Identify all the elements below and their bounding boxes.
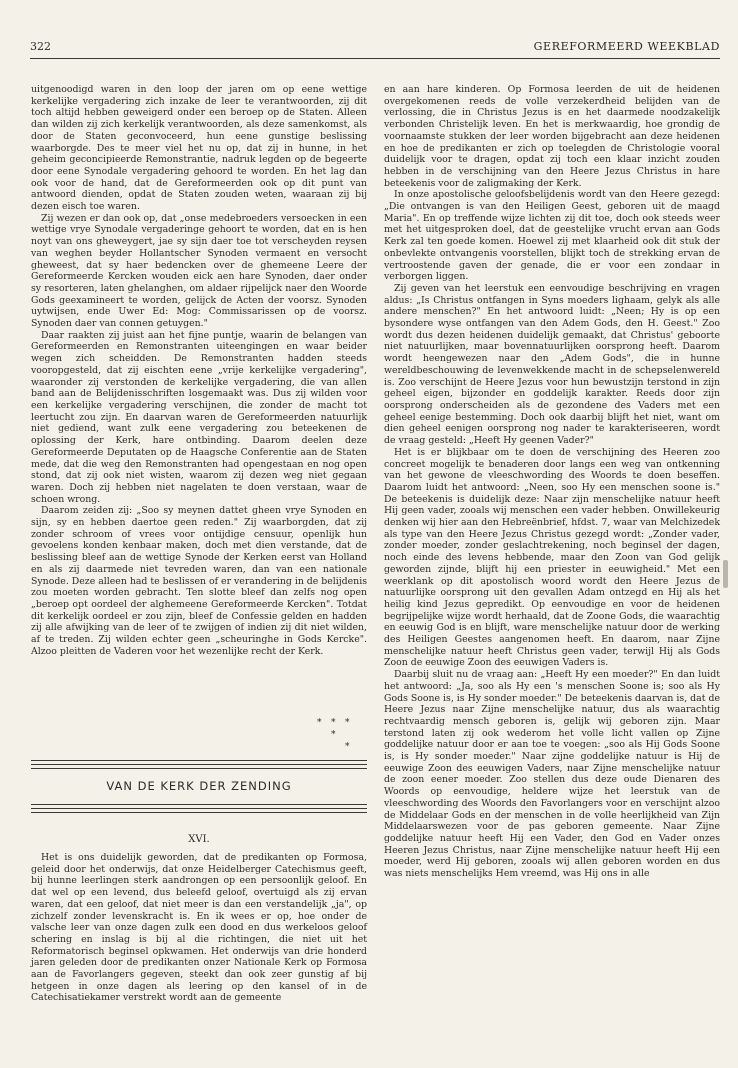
asterisk: * xyxy=(345,742,350,752)
paragraph: Daarbij sluit nu de vraag aan: „Heeft Hy een moeder?" En dan luidt het antwoord: „Ja, soo als Hy een 's menschen Soone is; soo als Hy Gods Soone is, is Hy sonder moeder." De beteekenis daarvan is, dat de Heere Jezus naar Zijne menschelijke natuur, dus als waarachtig rechtvaardig mensch geboren is, gelijk wij geboren zijn. Maar terstond laten zij ook wederom het volle licht vallen op Zijne goddelijke natuur door er aan toe te voegen: „soo als Hij Gods Soone is, is Hy sonder moeder." Naar zijne goddelijke natuur is Hij de eeuwige Zoon des eeuwigen Vaders, naar Zijne menschelijke natuur de zoon eener moeder. Zoo stellen dus deze oude Dienaren des Woords op eenvoudige, heldere wijze het leerstuk van de vleeschwording des Woords den Favorlangers voor en verschijnt alzoo de Middelaar Gods en der menschen in de volle heerlijkheid van Zijn Middelaarswezen voor de pas geboren gemeente. Naar Zijne goddelijke natuur heeft Hij een Vader, den God en Vader onzes Heeren Jezus Christus, naar Zijne menschelijke natuur heeft Hij een moeder, werd Hij geboren, zooals wij allen geboren worden en dus was niets menschelijks Hem vreemd, was Hij ons in alle xyxy=(384,669,720,880)
asterisk: * xyxy=(317,718,322,728)
section-rule xyxy=(31,804,367,805)
section-rule xyxy=(31,764,367,765)
header-rule xyxy=(30,58,720,59)
paragraph: Het is er blijkbaar om te doen de verschijning des Heeren zoo concreet mogelijk te benaderen door langs een weg van ontkenning van het gewone de vleeschwording des Woords te doen beseffen. Daarom luidt het antwoord: „Neen, soo Hy een menschen soone is." De beteekenis is duidelijk deze: Naar zijn menschelijke natuur heeft Hij geen vader, zooals wij menschen een vader hebben. Onwillekeurig denken wij hier aan den Hebreënbrief, hfdst. 7, waar van Melchizedek als type van den Heere Jezus Christus gezegd wordt: „Zonder vader, zonder moeder, zonder geslachtrekening, noch beginsel der dagen, noch einde des levens hebbende, maar den Zoon van God gelijk geworden zijnde, blijft hij een priester in eeuwigheid." Met een weerklank op dit apostolisch woord wordt den Heere Jezus de natuurlijke oorsprong uit den gevallen Adam ontzegd en Hij als het heilig kind Jezus gepredikt. Op eenvoudige en voor de heidenen begrijpelijke wijze wordt herhaald, dat de Zoone Gods, die waarachtig en eeuwig God is en blijft, ware menschelijke natuur door de werking des Heiligen Geestes aangenomen heeft. En daarom, naar Zijne menschelijke natuur heeft Christus geen vader, terwijl Hij als Gods Zoon de eeuwige Zoon des eeuwigen Vaders is. xyxy=(384,446,720,669)
paragraph: Daar raakten zij juist aan het fijne puntje, waarin de belangen van Gereformeerden en Remonstranten uiteengingen en waar beider wegen zich scheidden. De Remonstranten hadden steeds vooropgesteld, dat zij eischten eene „vrije kerkelijke vergadering", waaronder zij verstonden de kerkelijke vergadering, die van allen band aan de Belijdenisschriften losgemaakt was. Dus zij wilden voor een kerkelijke vergadering verschijnen, die zonder de macht tot leertucht zou zijn. En daarvan waren de Gereformeerden natuurlijk niet gediend, want zulk eene vergadering zou beteekenen de oplossing der Kerk, hare ontbinding. Daarom deelen deze Gereformeerde Deputaten op de Haagsche Conferentie aan de Staten mede, dat die weg den Remonstranten had opengestaan en nog open stond, dat zij ook niet wisten, waarom zij dezen weg niet gegaan waren. Doch zij hebben niet nagelaten te doen verstaan, waar de schoen wrong. xyxy=(31,329,367,505)
paragraph: Zij wezen er dan ook op, dat „onse medebroeders versoecken in een wettige vrye Synodale vergaderinge gehoort te worden, dat en is hen noyt van ons gheweygert, jae sy sijn daer toe tot verscheyden reysen van weghen beyder Hollantscher Synoden vermaent en versocht gheweest, dat sy haer bedencken over de ghemeene Leere der Gereformeerde Kercken wouden eick aen hare Synoden, daer onder sy resorteren, laten ghelanghen, om aldaer rijpelijck naer den Woorde Gods geexamineert te worden, gelijck de Acten der voorsz. Synoden uytwijsen, ende Uwer Ed: Mog: Commissarissen op de voorsz. Synoden daer van connen getuygen." xyxy=(31,212,367,330)
running-title: GEREFORMEERD WEEKBLAD xyxy=(533,40,720,53)
paragraph: Zij geven van het leerstuk een eenvoudige beschrijving en vragen aldus: „Is Christus ontfangen in Syns moeders lighaam, gelyk als alle andere menschen?" En het antwoord luidt: „Neen; Hy is op een bysondere wyse ontfangen van den Adem Gods, den H. Geest." Zoo wordt dus dezen heidenen duidelijk gemaakt, dat Christus' geboorte niet natuurlijken, maar bovennatuurlijken oorsprong heeft. Daarom wordt heengewezen naar den „Adem Gods", die in hunne wereldbeschouwing de levenwekkende macht in de schepselenwereld is. Zoo verschijnt de Heere Jezus voor hun bewustzijn terstond in zijn geheel eigen, bijzonder en goddelijk karakter. Reeds door zijn oorsprong onderscheiden als de gezondene des Vaders met een geheel eenige bestemming. Doch ook daarbij blijft het niet, want om dien geheel eenigen oorsprong nog nader te karakteriseeren, wordt de vraag gesteld: „Heeft Hy geenen Vader?" xyxy=(384,282,720,447)
right-column xyxy=(384,84,720,880)
page-header xyxy=(30,40,720,58)
section-rule xyxy=(31,760,367,761)
paragraph: Het is ons duidelijk geworden, dat de predikanten op Formosa, geleid door het onderwijs, dat onze Heidelberger Catechismus geeft, bij hunne leerlingen sterk aandrongen op een persoonlijk geloof. En dat wel op een levend, dus beleefd geloof, overtuigd als zij ervan waren, dat een geloof, dat niet meer is dan een verstandelijk „ja", op zichzelf zonder levenskracht is. En ik wees er op, hoe onder de valsche leer van onze dagen zulk een dood en dus werkeloos geloof schering en inslag is bij al die richtingen, die niet uit het Reformatorisch beginsel opkwamen. Het onderwijs van drie honderd jaren geleden door de predikanten onzer Nationale Kerk op Formosa aan de Favorlangers gegeven, steekt dan ook zeer gunstig af bij hetgeen in onze dagen als leering op den kansel of in de Catechisatiekamer verstrekt wordt aan de gemeente xyxy=(31,852,367,1004)
asterisk: * xyxy=(331,730,336,740)
asterisk: * xyxy=(345,718,350,728)
asterisk: * xyxy=(331,718,336,728)
section-number: XVI. xyxy=(188,834,210,845)
page-number: 322 xyxy=(30,40,51,53)
section-rule xyxy=(31,808,367,809)
paragraph: en aan hare kinderen. Op Formosa leerden de uit de heidenen overgekomenen reeds de volle verzekerdheid belijden van de verlossing, die in Christus Jezus is en het daarmede noodzakelijk verbonden Christelijk leven. En het is merkwaardig, hoe grondig de voornaamste stukken der leer worden bijgebracht aan deze heidenen en hoe de predikanten er zich op toelegden de Christologie vooral duidelijk voor te dragen, opdat zij toch een klaar inzicht zouden hebben in de verschijning van den Heere Jezus Christus in hare beteekenis voor de zaligmaking der Kerk. xyxy=(384,84,720,189)
scan-edge-mark xyxy=(723,560,728,588)
paragraph: In onze apostolische geloofsbelijdenis wordt van den Heere gezegd: „Die ontvangen is van den Heiligen Geest, geboren uit de maagd Maria". En op treffende wijze lichten zij dit toe, doch ook steeds weer met het uitgesproken doel, dat de geestelijke vrucht ervan aan Gods Kerk zal ten goede komen. Hoewel zij met klaarheid ook dit stuk der onbevlekte ontvangenis voorstellen, blijkt toch de strekking ervan de vertroostende gaven der genade, die er voor een zondaar in verborgen liggen. xyxy=(384,189,720,283)
paragraph: uitgenoodigd waren in den loop der jaren om op eene wettige kerkelijke vergadering zich inzake de leer te verantwoorden, zij dit toch altijd hebben geweigerd onder een beroep op de Staten. Alleen dan wilden zij zich kerkelijk verantwoorden, als deze samenkomst, als door de Staten geconvoceerd, hun eene gunstige beslissing waarborgde. Des te meer viel het nu op, dat zij in hunne, in het geheim geconcipieerde Remonstrantie, nadruk legden op de begeerte door eene Synodale vergadering gehoord te worden. En het lag dan ook voor de hand, dat de Gereformeerden ook op dit punt van antwoord dienden, opdat de Staten zouden weten, waaraan zij bij dezen eisch toe waren. xyxy=(31,84,367,213)
section-title: VAN DE KERK DER ZENDING xyxy=(106,779,292,793)
section-body xyxy=(31,852,367,1004)
section-rule xyxy=(31,768,367,769)
section-rule xyxy=(31,812,367,813)
paragraph: Daarom zeiden zij: „Soo sy meynen dattet gheen vrye Synoden en sijn, sy en hebben daertoe geen reden." Zij waarborgden, dat zij zonder schroom of vrees voor ontijdige censuur, openlijk hun gevoelens konden kenbaar maken, doch met dien verstande, dat de beslissing bleef aan de wettige Synode der Kerken eerst van Holland en als zij daarmede niet tevreden waren, dan van een nationale Synode. Deze alleen had te beslissen of er verandering in de belijdenis zou moeten worden gebracht. Ten slotte bleef dan zelfs nog open „beroep opt oordeel der alghemeene Gereformeerde Kercken". Totdat dit kerkelijk oordeel er zou zijn, bleef de Confessie gelden en hadden zij alle afwijking van de leer of te zwijgen of indien zij dit niet wilden, af te treden. Zij wilden echter geen „scheuringhe in Gods Kercke". Alzoo pleitten de Vaderen voor het wezenlijke recht der Kerk. xyxy=(31,505,367,657)
left-column xyxy=(31,84,367,657)
section-heading-box xyxy=(31,760,367,814)
section-divider-asterisks xyxy=(31,718,367,754)
